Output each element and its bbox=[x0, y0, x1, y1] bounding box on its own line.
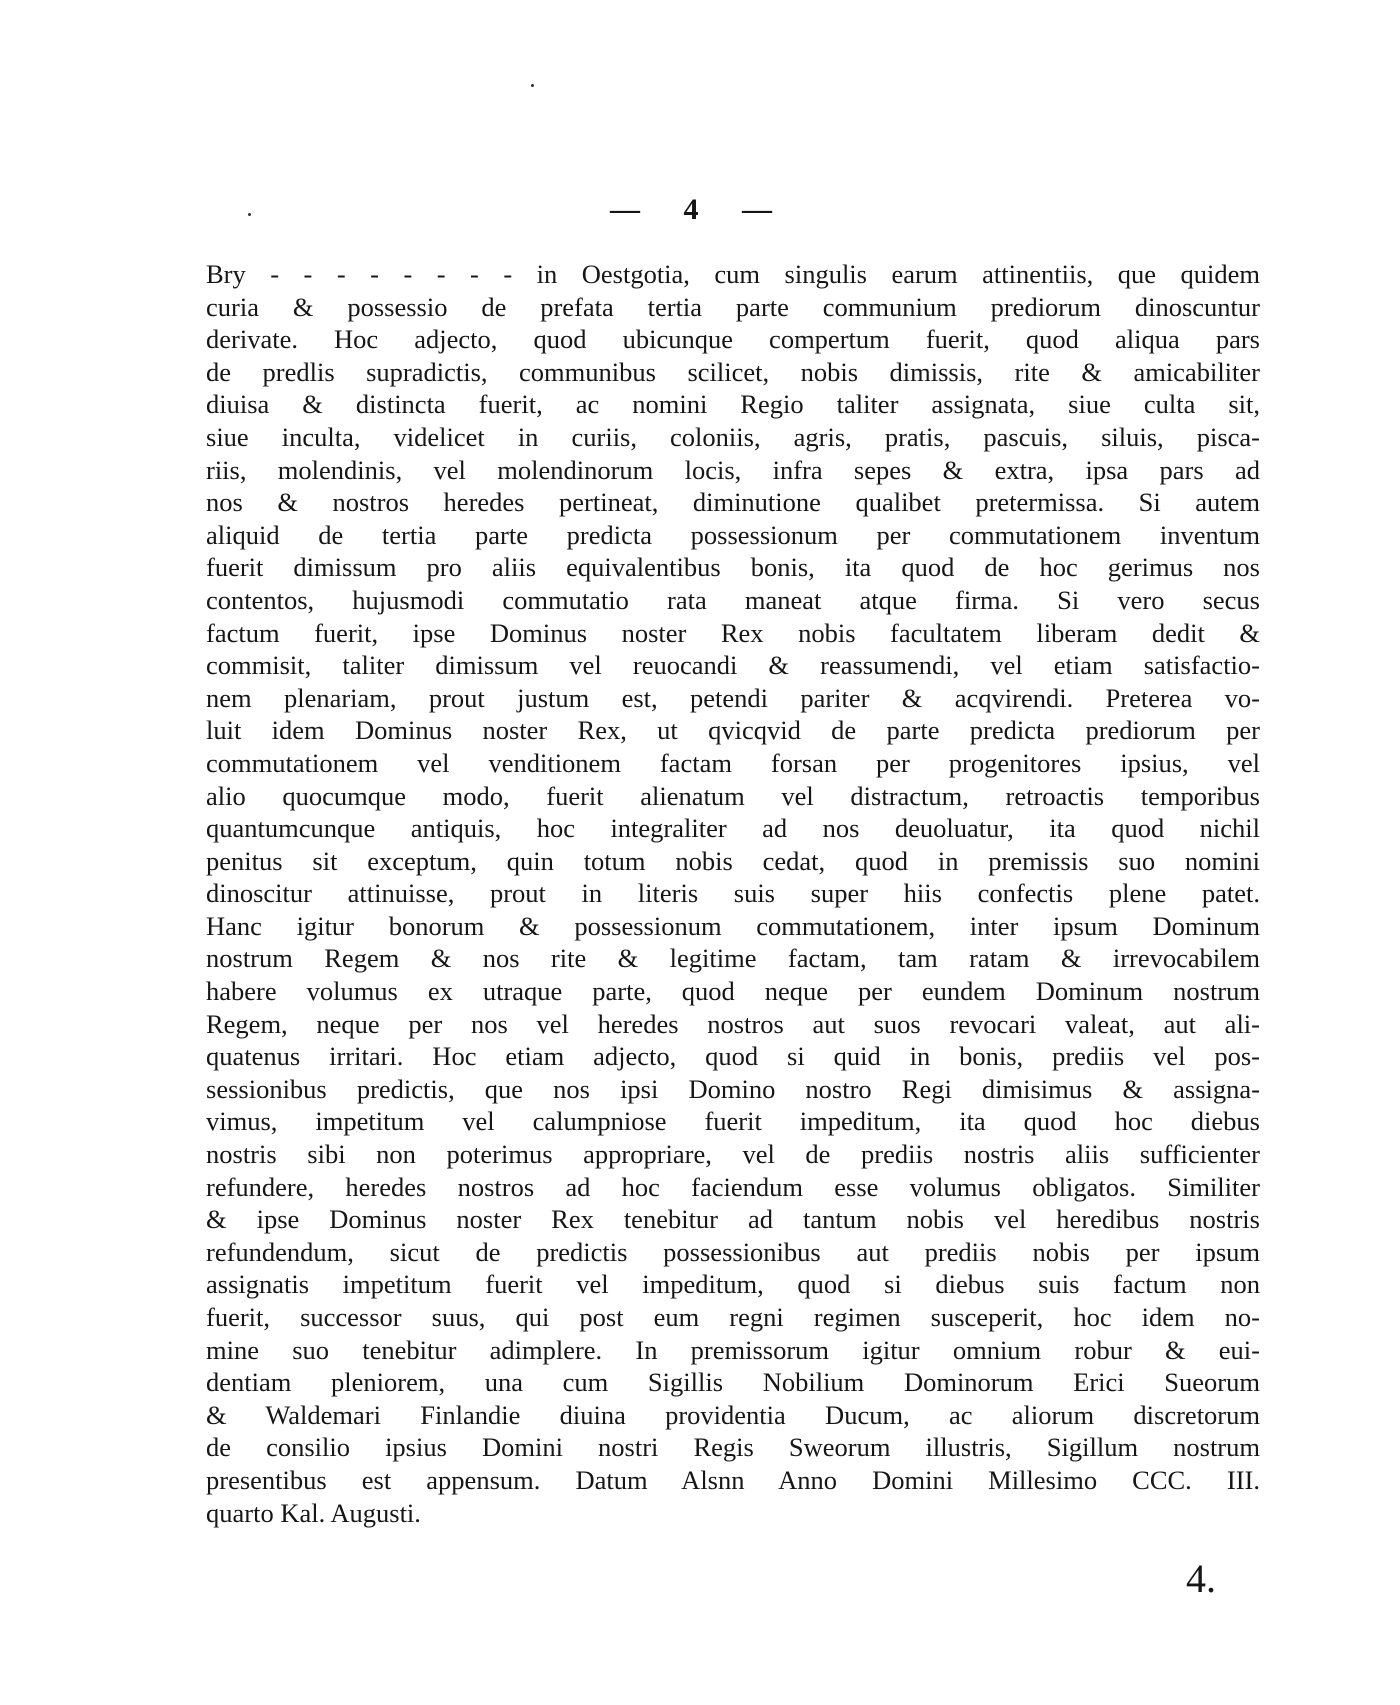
text-line: quantumcunque antiquis, hoc integraliter ad nos deuoluatur, ita quod nichil bbox=[206, 813, 1260, 844]
text-line: dentiam pleniorem, una cum Sigillis Nobilium Dominorum Erici Sueorum bbox=[206, 1367, 1260, 1398]
text-line: commutationem vel venditionem factam forsan per progenitores ipsius, vel bbox=[206, 747, 1260, 778]
text-line: refundendum, sicut de predictis possessionibus aut prediis nobis per ipsum bbox=[206, 1236, 1260, 1267]
text-line: factum fuerit, ipse Dominus noster Rex nobis facultatem liberam dedit & bbox=[206, 617, 1260, 648]
text-line: de consilio ipsius Domini nostri Regis Sweorum illustris, Sigillum nostrum bbox=[206, 1432, 1260, 1463]
text-line: sessionibus predictis, que nos ipsi Domino nostro Regi dimisimus & assigna- bbox=[206, 1073, 1260, 1104]
signature-mark: 4. bbox=[1186, 1556, 1216, 1601]
text-line: fuerit, successor suus, qui post eum regni regimen susceperit, hoc idem no- bbox=[206, 1302, 1260, 1332]
text-line: diuisa & distincta fuerit, ac nomini Regio taliter assignata, siue culta sit, bbox=[206, 389, 1260, 420]
text-line: curia & possessio de prefata tertia parte communium prediorum dinoscuntur bbox=[206, 291, 1260, 322]
text-line: derivate. Hoc adjecto, quod ubicunque compertum fuerit, quod aliqua pars bbox=[206, 324, 1260, 355]
text-line: presentibus est appensum. Datum Alsnn Anno Domini Millesimo CCC. III. bbox=[206, 1464, 1260, 1495]
text-line: quatenus irritari. Hoc etiam adjecto, quod si quid in bonis, prediis vel pos- bbox=[206, 1041, 1260, 1072]
text-line: Hanc igitur bonorum & possessionum commutationem, inter ipsum Dominum bbox=[206, 910, 1260, 941]
text-line: alio quocumque modo, fuerit alienatum vel distractum, retroactis temporibus bbox=[206, 780, 1260, 811]
text-line: vimus, impetitum vel calumpniose fuerit impeditum, ita quod hoc diebus bbox=[206, 1106, 1260, 1137]
text-line: siue inculta, videlicet in curiis, coloniis, agris, pratis, pascuis, siluis, pisca- bbox=[206, 421, 1260, 452]
text-line: quarto Kal. Augusti. bbox=[206, 1497, 421, 1528]
text-line: commisit, taliter dimissum vel reuocandi & reassumendi, vel etiam satisfactio- bbox=[206, 650, 1260, 681]
text-line: nostrum Regem & nos rite & legitime factam, tam ratam & irrevocabilem bbox=[206, 943, 1260, 974]
text-line: riis, molendinis, vel molendinorum locis, infra sepes & extra, ipsa pars ad bbox=[206, 454, 1260, 485]
text-line: assignatis impetitum fuerit vel impeditum, quod si diebus suis factum non bbox=[206, 1269, 1260, 1300]
body-text bbox=[206, 258, 1260, 1529]
text-line: nostris sibi non poterimus appropriare, vel de prediis nostris aliis sufficienter bbox=[206, 1139, 1260, 1170]
text-line: aliquid de tertia parte predicta possessionum per commutationem inventum bbox=[206, 519, 1260, 550]
text-line: de predlis supradictis, communibus scilicet, nobis dimissis, rite & amicabiliter bbox=[206, 356, 1260, 387]
text-line: Bry - - - - - - - - in Oestgotia, cum singulis earum attinentiis, que quidem bbox=[206, 259, 1260, 289]
text-line: dinoscitur attinuisse, prout in literis suis super hiis confectis plene patet. bbox=[206, 878, 1260, 909]
text-line: penitus sit exceptum, quin totum nobis cedat, quod in premissis suo nomini bbox=[206, 845, 1260, 876]
page-header: — 4 — bbox=[610, 193, 790, 226]
text-line: fuerit dimissum pro aliis equivalentibus bonis, ita quod de hoc gerimus nos bbox=[206, 552, 1260, 583]
text-line: contentos, hujusmodi commutatio rata maneat atque firma. Si vero secus bbox=[206, 584, 1260, 615]
text-line: nem plenariam, prout justum est, petendi pariter & acqvirendi. Preterea vo- bbox=[206, 682, 1260, 713]
text-line: & Waldemari Finlandie diuina providentia Ducum, ac aliorum discretorum bbox=[206, 1399, 1260, 1430]
text-line: Regem, neque per nos vel heredes nostros aut suos revocari valeat, aut ali- bbox=[206, 1008, 1260, 1039]
text-line: refundere, heredes nostros ad hoc faciendum esse volumus obligatos. Similiter bbox=[206, 1171, 1260, 1202]
text-line: & ipse Dominus noster Rex tenebitur ad tantum nobis vel heredibus nostris bbox=[206, 1204, 1260, 1235]
text-line: habere volumus ex utraque parte, quod neque per eundem Dominum nostrum bbox=[206, 976, 1260, 1007]
text-line: luit idem Dominus noster Rex, ut qvicqvid de parte predicta prediorum per bbox=[206, 715, 1260, 746]
paper-speck bbox=[531, 84, 534, 87]
text-line: nos & nostros heredes pertineat, diminutione qualibet pretermissa. Si autem bbox=[206, 487, 1260, 518]
text-line: mine suo tenebitur adimplere. In premissorum igitur omnium robur & eui- bbox=[206, 1334, 1260, 1365]
